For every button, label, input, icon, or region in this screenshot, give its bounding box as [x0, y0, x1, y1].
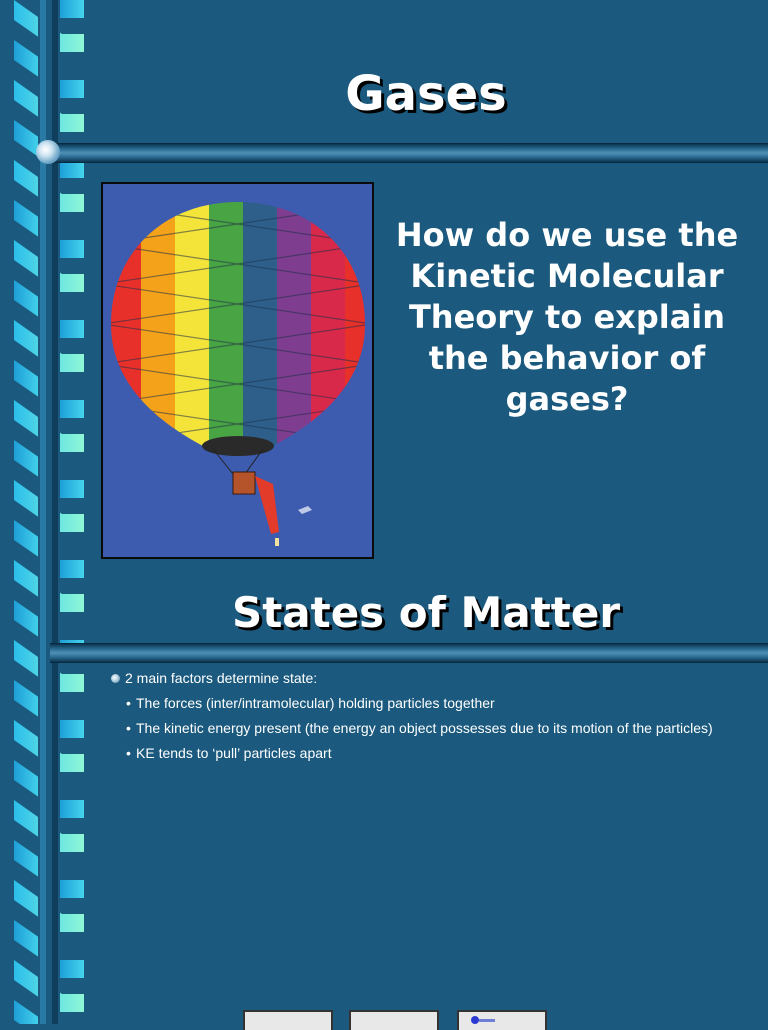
title-divider: [50, 143, 768, 163]
main-bullet-text: 2 main factors determine state:: [125, 670, 318, 686]
sub-bullet-text: The forces (inter/intramolecular) holding particles together: [136, 695, 495, 711]
hot-air-balloon-photo: [101, 182, 374, 559]
sub-bullet: • The kinetic energy present (the energy an object possesses due to its motion of the particles): [126, 717, 758, 742]
title-divider-2: [50, 643, 768, 663]
sub-bullet-text: KE tends to ‘pull’ particles apart: [136, 745, 332, 761]
sub-bullet: • KE tends to ‘pull’ particles apart: [126, 742, 758, 767]
bullet-icon: [111, 674, 120, 683]
divider-knob: [36, 140, 60, 164]
nav-button-3[interactable]: [457, 1010, 547, 1030]
pen-icon: [469, 1014, 499, 1028]
nav-button-1[interactable]: [243, 1010, 333, 1030]
main-bullet: [108, 668, 758, 688]
balloon-icon: [103, 184, 372, 557]
sub-bullet-text: The kinetic energy present (the energy an object possesses due to its motion of the particles): [136, 720, 713, 736]
slide-title-states-of-matter: States of Matter: [231, 588, 621, 637]
guiding-question: How do we use the Kinetic Molecular Theory to explain the behavior of gases?: [395, 216, 739, 418]
bullet-list: [108, 668, 758, 767]
sub-bullet: • The forces (inter/intramolecular) holding particles together: [126, 692, 758, 717]
slide-title-gases: Gases: [345, 66, 507, 122]
nav-button-2[interactable]: [349, 1010, 439, 1030]
sub-bullet-list: [126, 692, 758, 767]
